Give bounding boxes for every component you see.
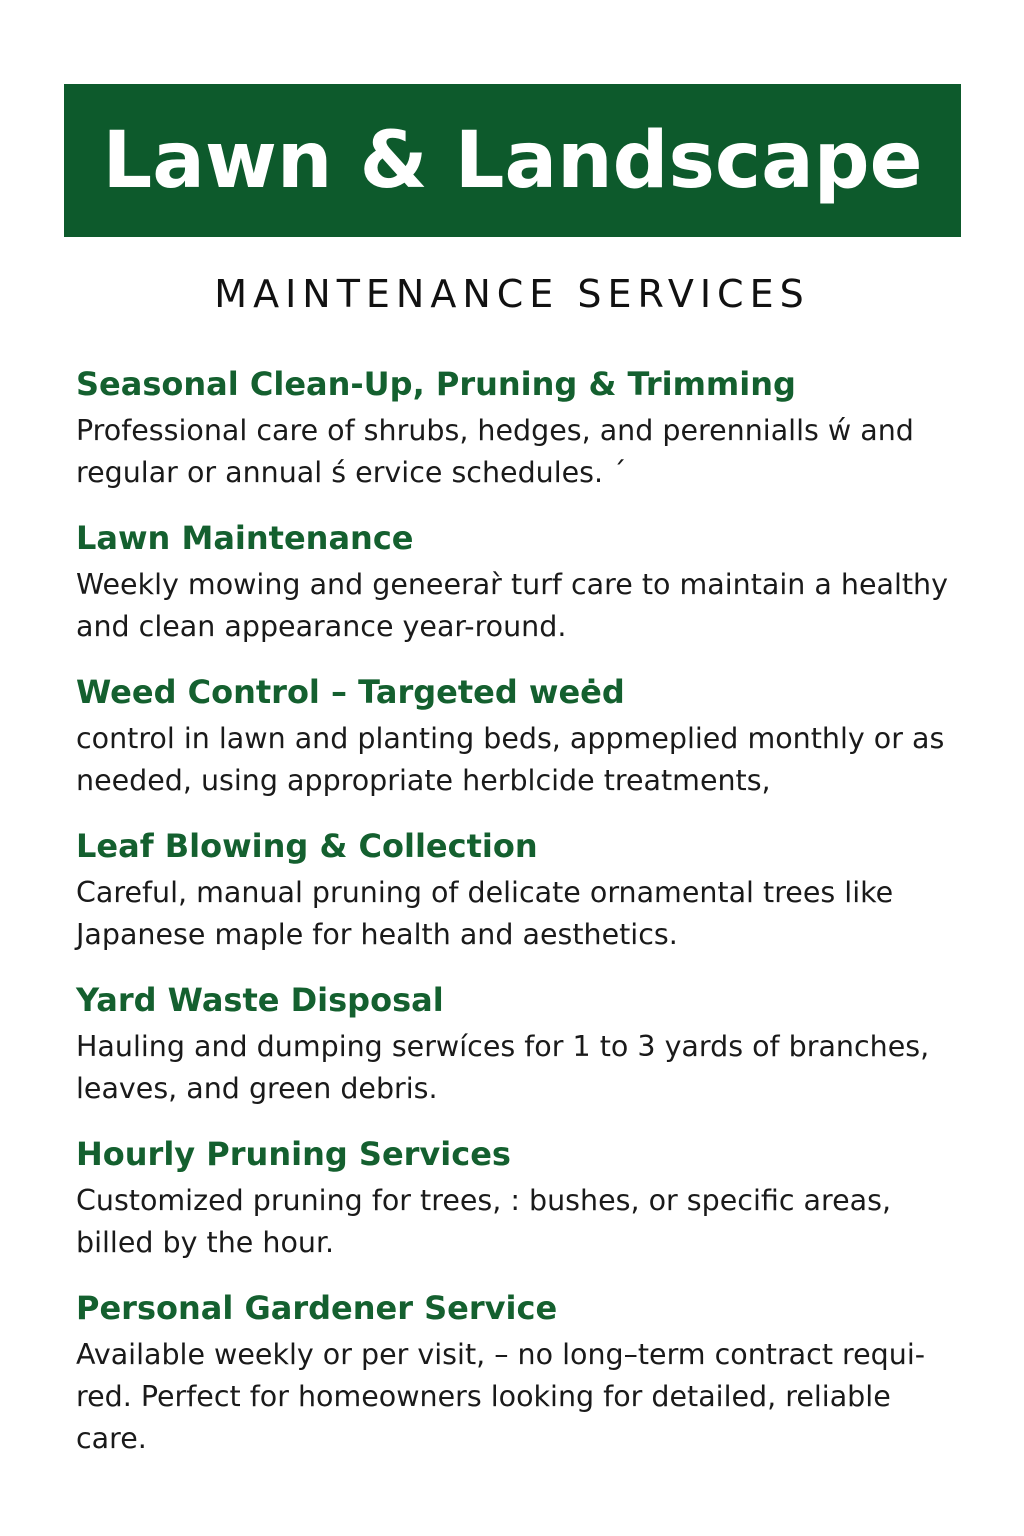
- service-item-lawn-maintenance: [76, 516, 956, 648]
- service-heading: Weed Control – Targeted weėd: [76, 673, 625, 711]
- service-heading: Hourly Pruning Services: [76, 1135, 511, 1173]
- service-heading: Yard Waste Disposal: [76, 981, 444, 1019]
- page-subtitle: MAINTENANCE SERVICES: [214, 272, 810, 316]
- service-description: Careful, manual pruning of delicate ornamental trees like Japanese maple for health and aesthetics.: [76, 876, 894, 951]
- service-item-seasonal-cleanup: [76, 362, 956, 494]
- service-item-weed-control: [76, 670, 956, 802]
- services-list: [76, 362, 956, 1482]
- service-heading: Seasonal Clean-Up, Pruning & Trimming: [76, 365, 796, 403]
- service-heading: Personal Gardener Service: [76, 1289, 558, 1327]
- service-item-hourly-pruning: [76, 1132, 956, 1264]
- service-description: control in lawn and planting beds, appmeplied monthly or as needed, using appropriate herblcide treatments,: [76, 722, 945, 797]
- page-title: Lawn & Landscape: [102, 115, 923, 206]
- service-item-personal-gardener: [76, 1286, 956, 1460]
- service-heading: Lawn Maintenance: [76, 519, 414, 557]
- title-banner: [64, 84, 961, 237]
- service-description: Weekly mowing and geneerar̀ turf care to maintain a healthy and clean appearance year-round.: [76, 568, 948, 643]
- service-item-leaf-blowing: [76, 824, 956, 956]
- service-description: Professional care of shrubs, hedges, and perennialls ẃ and regular or annual ś ervice schedules. ´: [76, 414, 914, 489]
- service-heading: Leaf Blowing & Collection: [76, 827, 538, 865]
- service-description: Hauling and dumping serwíces for 1 to 3 yards of branches, leaves, and green debris.: [76, 1030, 930, 1105]
- service-description: Available weekly or per visit, – no long–term contract requi-red. Perfect for homeowners looking for detailed, reliable care.: [76, 1338, 926, 1455]
- service-description: Customized pruning for trees, : bushes, or specific areas, billed by the hour.: [76, 1184, 892, 1259]
- service-item-yard-waste: [76, 978, 956, 1110]
